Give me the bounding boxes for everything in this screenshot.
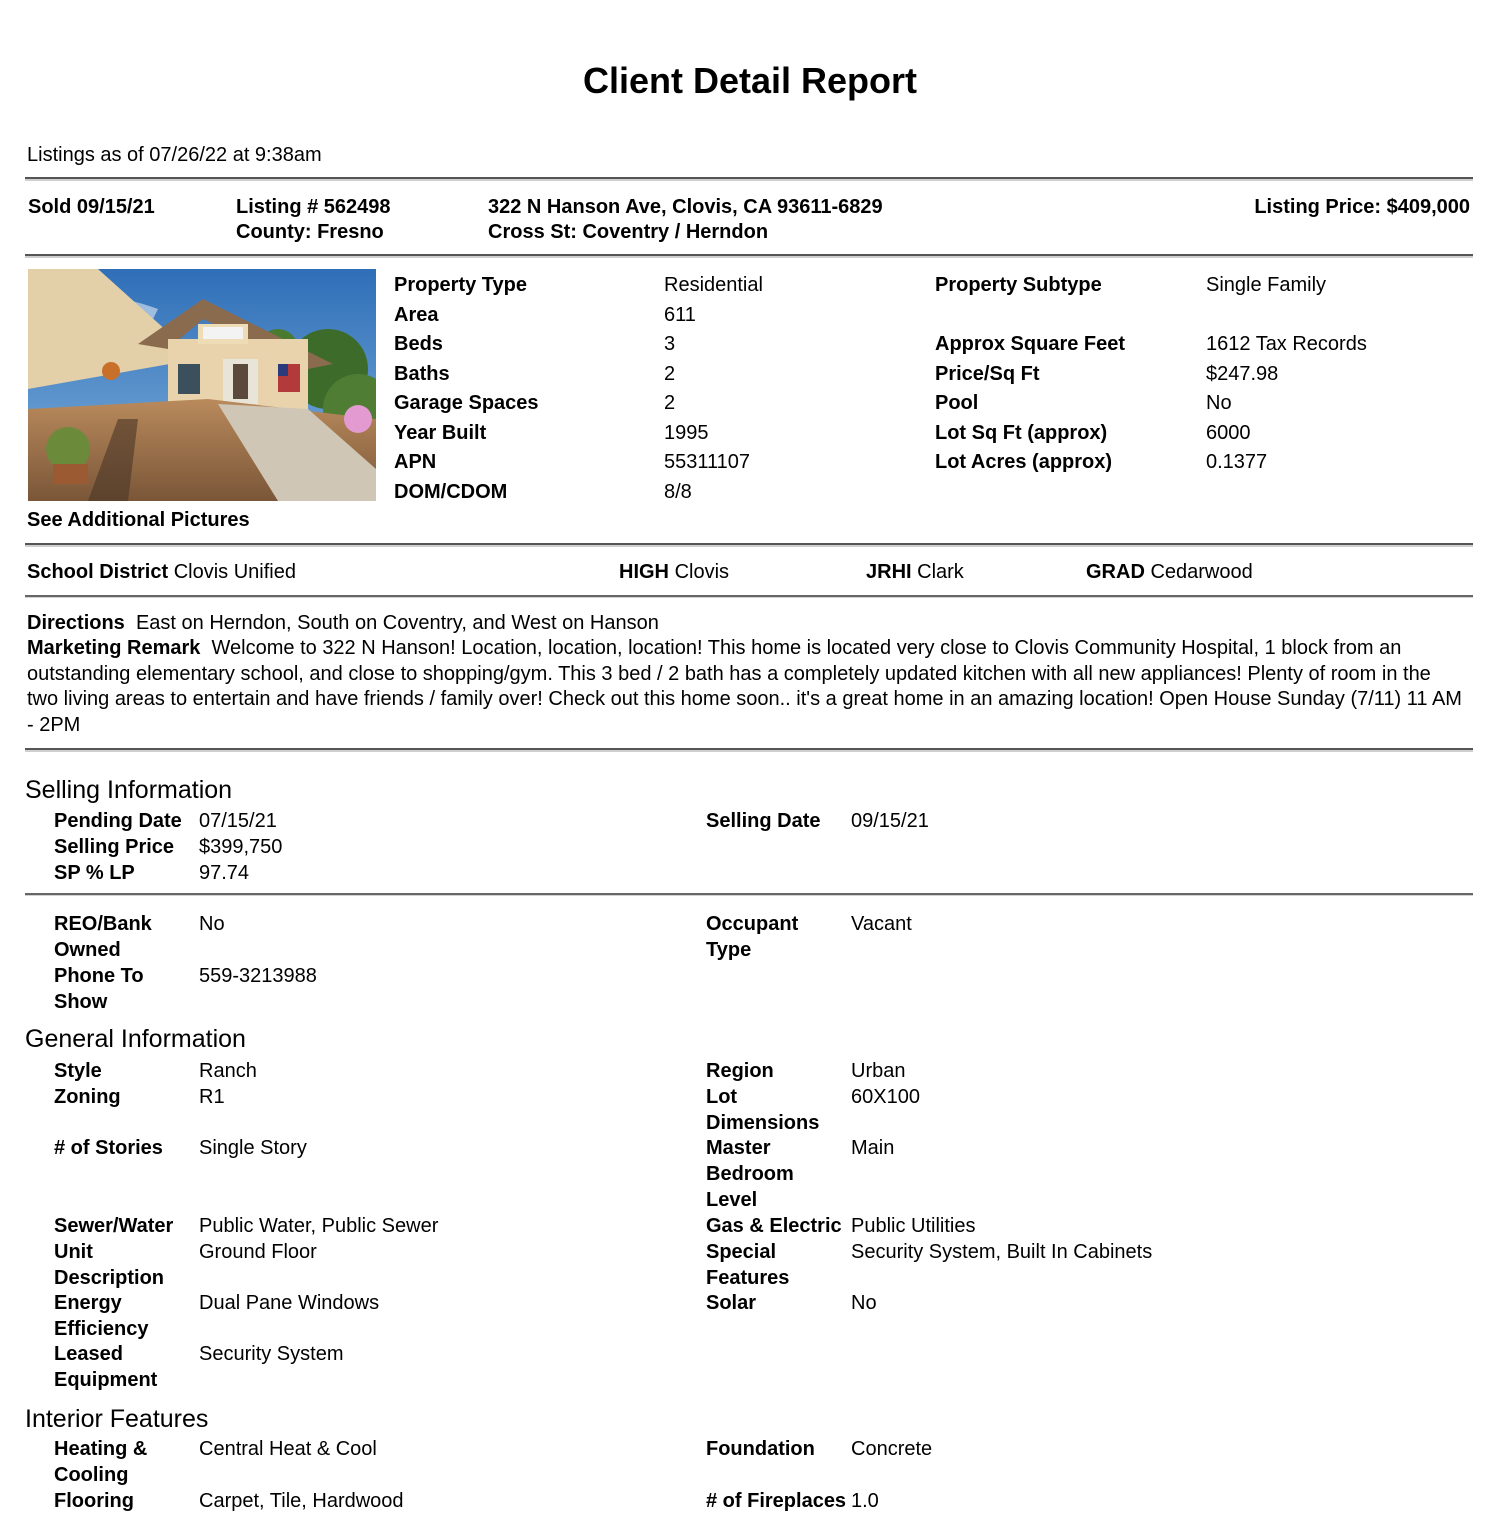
- property-value: 3: [664, 333, 676, 355]
- grade-school: [1086, 560, 1253, 585]
- lot-dimensions-value: 60X100: [851, 1086, 920, 1108]
- occupant-type-label: Occupant Type: [706, 913, 799, 961]
- unit-description-label: Unit Description: [54, 1241, 165, 1289]
- master-bedroom-level-value: Main: [851, 1137, 895, 1159]
- special-features-label: Special Features: [706, 1241, 790, 1289]
- reo-bank-owned-value: No: [199, 913, 225, 935]
- divider: [25, 595, 1473, 598]
- pending-date-value: 07/15/21: [199, 810, 277, 832]
- property-value: [1206, 301, 1367, 331]
- flooring-label: Flooring: [54, 1490, 134, 1512]
- address: 322 N Hanson Ave, Clovis, CA 93611-6829: [488, 196, 883, 218]
- property-left-labels: [394, 271, 539, 507]
- solar-value: No: [851, 1292, 877, 1314]
- property-label: APN: [394, 451, 437, 473]
- school-district-label: School District: [27, 561, 169, 583]
- phone-to-show-label: Phone To Show: [54, 965, 144, 1013]
- property-right-values: [1206, 271, 1367, 478]
- high-school-label: HIGH: [619, 561, 669, 583]
- listing-price: Listing Price: $409,000: [1254, 196, 1470, 218]
- property-value: Single Family: [1206, 274, 1327, 296]
- leased-equipment-value: Security System: [199, 1343, 344, 1365]
- selling-information-heading: Selling Information: [25, 776, 233, 804]
- property-photo[interactable]: [28, 269, 376, 501]
- property-label: Price/Sq Ft: [935, 362, 1040, 385]
- property-value: 8/8: [664, 480, 692, 503]
- foundation-value: Concrete: [851, 1438, 933, 1460]
- listings-as-of: Listings as of 07/26/22 at 9:38am: [27, 144, 322, 166]
- report-title: Client Detail Report: [582, 60, 918, 101]
- style-label: Style: [54, 1060, 102, 1082]
- property-value: Residential: [664, 274, 763, 296]
- style-value: Ranch: [199, 1060, 257, 1082]
- occupant-type-value: Vacant: [851, 913, 912, 935]
- region-label: Region: [706, 1060, 774, 1082]
- selling-date-label: Selling Date: [706, 810, 821, 832]
- region-value: Urban: [851, 1060, 906, 1082]
- selling-price-value: $399,750: [199, 836, 283, 858]
- directions-text: East on Herndon, South on Coventry, and West on Hanson: [135, 612, 659, 634]
- listing-number: Listing # 562498: [236, 196, 391, 218]
- special-features-value: Security System, Built In Cabinets: [851, 1241, 1153, 1263]
- property-label: [935, 301, 1125, 331]
- property-value: 2: [664, 392, 676, 414]
- high-school-value: Clovis: [674, 561, 730, 583]
- fireplaces-value: 1.0: [851, 1490, 879, 1512]
- sp-lp-value: 97.74: [199, 862, 250, 884]
- sold-status: Sold 09/15/21: [28, 196, 155, 218]
- property-label: Baths: [394, 362, 450, 385]
- see-additional-pictures-link[interactable]: See Additional Pictures: [27, 509, 250, 531]
- sp-lp-label: SP % LP: [54, 862, 135, 884]
- property-label: Year Built: [394, 421, 487, 444]
- property-value: 1995: [664, 421, 709, 444]
- general-information-heading: General Information: [25, 1025, 246, 1053]
- junior-high-value: Clark: [917, 561, 964, 583]
- selling-date-value: 09/15/21: [851, 810, 929, 832]
- cross-street: Cross St: Coventry / Herndon: [488, 221, 769, 243]
- property-left-values: [664, 271, 763, 507]
- school-district-value: Clovis Unified: [173, 561, 296, 583]
- county: County: Fresno: [236, 221, 384, 243]
- high-school: [619, 560, 729, 585]
- property-label: Lot Acres (approx): [935, 451, 1113, 473]
- property-label: Garage Spaces: [394, 392, 539, 414]
- property-value: 1612 Tax Records: [1206, 333, 1367, 355]
- lot-dimensions-label: Lot Dimensions: [706, 1086, 820, 1134]
- unit-description-value: Ground Floor: [199, 1241, 317, 1263]
- divider: [25, 893, 1473, 896]
- sewer-water-value: Public Water, Public Sewer: [199, 1215, 439, 1237]
- foundation-label: Foundation: [706, 1438, 815, 1460]
- fireplaces-label: # of Fireplaces: [706, 1490, 847, 1512]
- sewer-water-label: Sewer/Water: [54, 1215, 174, 1237]
- property-value: 611: [664, 303, 696, 326]
- interior-features-heading: Interior Features: [25, 1405, 209, 1433]
- divider: [25, 543, 1473, 547]
- property-label: Pool: [935, 392, 979, 414]
- gas-electric-value: Public Utilities: [851, 1215, 976, 1237]
- property-value: 0.1377: [1206, 451, 1268, 473]
- junior-high-label: JRHI: [866, 561, 912, 583]
- master-bedroom-level-label: Master Bedroom Level: [706, 1137, 794, 1211]
- energy-efficiency-label: Energy Efficiency: [54, 1292, 149, 1340]
- divider: [25, 177, 1473, 181]
- school-district: [27, 560, 296, 585]
- property-label: Lot Sq Ft (approx): [935, 421, 1108, 444]
- heating-cooling-label: Heating & Cooling: [54, 1438, 148, 1486]
- leased-equipment-label: Leased Equipment: [54, 1343, 158, 1391]
- property-label: DOM/CDOM: [394, 480, 508, 503]
- property-value: $247.98: [1206, 362, 1279, 385]
- property-label: Beds: [394, 333, 443, 355]
- property-label: Area: [394, 303, 439, 326]
- divider: [25, 748, 1473, 752]
- marketing-remark: [27, 636, 1467, 738]
- property-value: 55311107: [664, 451, 751, 473]
- heating-cooling-value: Central Heat & Cool: [199, 1438, 377, 1460]
- marketing-remark-text: Welcome to 322 N Hanson! Location, location, location! This home is located very close to Clovis Community Hospital, 1 block from an outstanding elementary school, and close to shopping/gym. This 3 bed / 2 bath has a completely updated kitchen with all new appliances! Plenty of room in the two living areas to entertain and have friends / family over! Check out this home soon.. it's a great home in an amazing location! Open House Sunday (7/11) 11 AM - 2PM: [27, 637, 1462, 736]
- solar-label: Solar: [706, 1292, 757, 1314]
- stories-value: Single Story: [199, 1137, 307, 1159]
- directions-label: Directions: [27, 612, 125, 634]
- property-label: Approx Square Feet: [935, 333, 1126, 355]
- pending-date-label: Pending Date: [54, 810, 182, 832]
- zoning-value: R1: [199, 1086, 225, 1108]
- energy-efficiency-value: Dual Pane Windows: [199, 1292, 380, 1314]
- property-value: 6000: [1206, 421, 1251, 444]
- selling-price-label: Selling Price: [54, 836, 175, 858]
- grade-school-label: GRAD: [1086, 561, 1145, 583]
- zoning-label: Zoning: [54, 1086, 121, 1108]
- junior-high: [866, 560, 964, 585]
- marketing-remark-label: Marketing Remark: [27, 637, 201, 659]
- property-value: 2: [664, 362, 676, 385]
- directions: [27, 611, 659, 636]
- gas-electric-label: Gas & Electric: [706, 1215, 842, 1237]
- property-label: Property Type: [394, 274, 527, 296]
- property-label: Property Subtype: [935, 274, 1102, 296]
- grade-school-value: Cedarwood: [1150, 561, 1253, 583]
- property-right-labels: [935, 271, 1125, 478]
- flooring-value: Carpet, Tile, Hardwood: [199, 1490, 404, 1512]
- stories-label: # of Stories: [54, 1137, 163, 1159]
- property-value: No: [1206, 392, 1232, 414]
- divider: [25, 254, 1473, 258]
- phone-to-show-value: 559-3213988: [199, 965, 317, 987]
- reo-bank-owned-label: REO/Bank Owned: [54, 913, 152, 961]
